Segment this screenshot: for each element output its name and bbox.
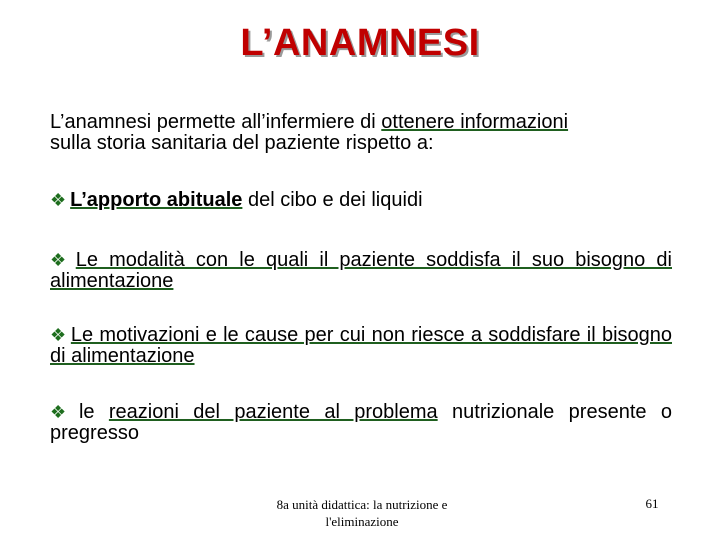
diamond-bullet-icon: ❖ (50, 190, 67, 210)
bullet-1 (50, 190, 672, 211)
bullet-2 (50, 250, 672, 292)
intro-highlight: ottenere informazioni (381, 111, 569, 133)
intro-paragraph (50, 112, 672, 154)
intro-text-2: sulla storia sanitaria del paziente rispetto a: (50, 132, 434, 154)
bullet-4-rest: nutrizionale presente o pregresso (50, 401, 672, 444)
bullet-3 (50, 325, 672, 367)
diamond-bullet-icon: ❖ (50, 250, 72, 270)
bullet-2-underlined: Le modalità con le quali il paziente soddisfa il suo bisogno di alimentazione (50, 249, 672, 292)
bullet-4-underlined: reazioni del paziente al problema (108, 401, 438, 423)
bullet-1-rest: del cibo e dei liquidi (242, 189, 423, 211)
diamond-bullet-icon: ❖ (50, 402, 75, 422)
bullet-4 (50, 402, 672, 444)
slide-title: L’ANAMNESI (240, 22, 480, 64)
page-number: 61 (645, 496, 659, 511)
intro-text: L’anamnesi permette all’infermiere di (50, 111, 382, 133)
diamond-bullet-icon: ❖ (50, 325, 67, 345)
bullet-3-underlined: Le motivazioni e le cause per cui non riesce a soddisfare il bisogno di alimentazione (50, 324, 672, 367)
slide-footer: 8a unità didattica: la nutrizione e l'eliminazione (276, 497, 448, 529)
bullet-1-underlined: L’apporto abituale (70, 189, 243, 211)
bullet-4-pre: le (78, 401, 109, 423)
